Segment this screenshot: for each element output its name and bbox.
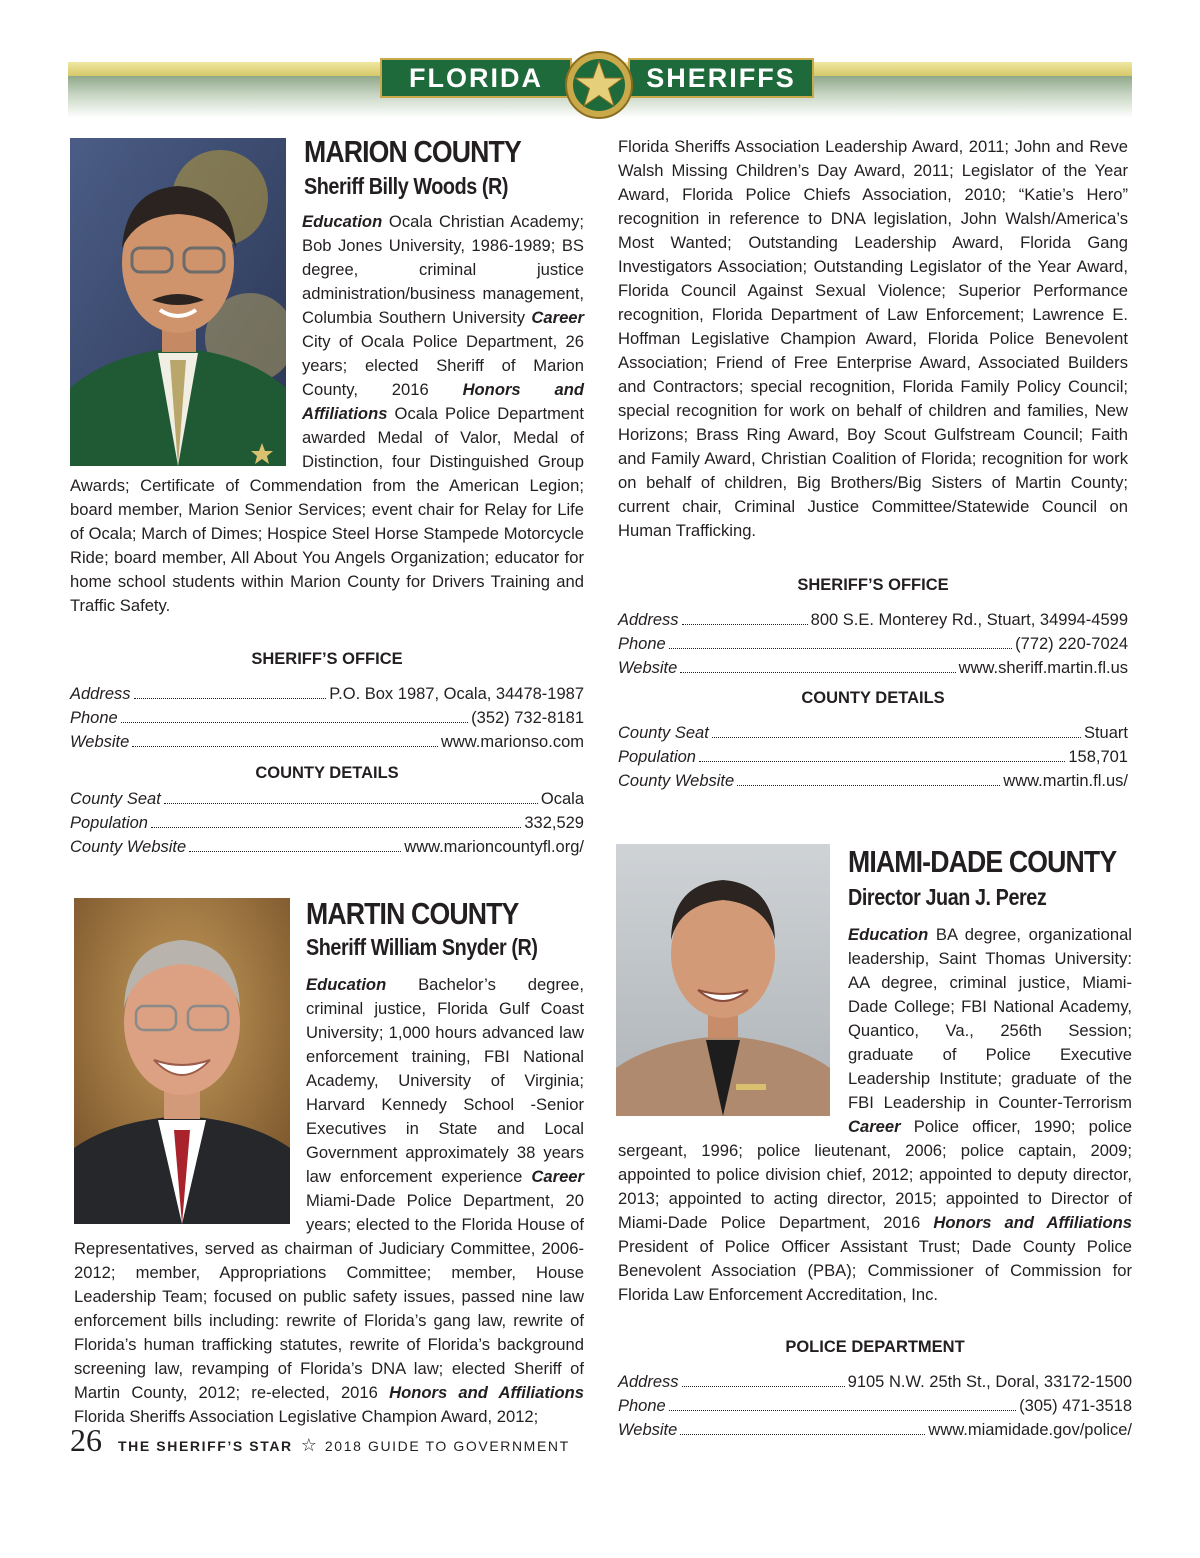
bio-keyword: Education bbox=[306, 975, 387, 994]
dot-leader bbox=[682, 624, 808, 625]
dot-leader bbox=[189, 851, 401, 852]
detail-label: County Website bbox=[618, 772, 735, 790]
marion-bio bbox=[70, 210, 584, 618]
photo-wrap-spacer bbox=[74, 973, 306, 1235]
dot-leader bbox=[134, 698, 327, 699]
detail-row bbox=[70, 730, 584, 754]
detail-value: 9105 N.W. 25th St., Doral, 33172-1500 bbox=[847, 1373, 1132, 1391]
dot-leader bbox=[121, 722, 468, 723]
marion-sheriff-name: Sheriff Billy Woods (R) bbox=[304, 173, 509, 199]
dot-leader bbox=[669, 648, 1012, 649]
detail-row bbox=[618, 632, 1128, 656]
bio-keyword: Honors and Affiliations bbox=[389, 1383, 584, 1402]
dot-leader bbox=[151, 827, 521, 828]
detail-value: P.O. Box 1987, Ocala, 34478-1987 bbox=[329, 685, 584, 703]
detail-row bbox=[618, 721, 1128, 745]
detail-value: 800 S.E. Monterey Rd., Stuart, 34994-4599 bbox=[810, 611, 1128, 629]
detail-row bbox=[618, 745, 1128, 769]
miami-county-title: MIAMI-DADE COUNTY bbox=[848, 844, 1117, 879]
detail-label: Website bbox=[618, 1421, 678, 1439]
detail-label: Website bbox=[618, 659, 678, 677]
detail-value: Ocala bbox=[540, 790, 584, 808]
bio-keyword: Education bbox=[848, 925, 929, 944]
detail-label: County Website bbox=[70, 838, 187, 856]
detail-label: County Seat bbox=[618, 724, 709, 742]
detail-row bbox=[618, 769, 1128, 793]
martin-office-list bbox=[618, 608, 1128, 680]
detail-label: Phone bbox=[618, 635, 666, 653]
header-banner bbox=[68, 58, 1132, 122]
martin-county-title: MARTIN COUNTY bbox=[306, 896, 519, 931]
martin-details-list bbox=[618, 721, 1128, 793]
gold-star-badge-icon bbox=[564, 50, 634, 120]
dot-leader bbox=[699, 761, 1065, 762]
detail-value: (305) 471-3518 bbox=[1019, 1397, 1132, 1415]
detail-value: www.martin.fl.us/ bbox=[1003, 772, 1128, 790]
miami-office-heading: POLICE DEPARTMENT bbox=[785, 1338, 965, 1356]
dot-leader bbox=[682, 1386, 845, 1387]
detail-row bbox=[618, 608, 1128, 632]
bio-text: BA degree, organizational leadership, Saint Thomas University: AA degree, criminal justice, Miami-Dade College; FBI National Academy, Quantico, Va., 256th Session; graduate of Police Executive Leadership Institute; graduate of the FBI Leadership in Counter-Terrorism bbox=[848, 925, 1132, 1112]
detail-row bbox=[70, 787, 584, 811]
bio-text: Florida Sheriffs Association Legislative Champion Award, 2012; bbox=[74, 1407, 539, 1426]
marion-details-list bbox=[70, 787, 584, 859]
detail-value: www.sheriff.martin.fl.us bbox=[958, 659, 1128, 677]
detail-row bbox=[618, 656, 1128, 680]
publication-name: THE SHERIFF’S STAR bbox=[118, 1438, 293, 1454]
dot-leader bbox=[737, 785, 1000, 786]
detail-row bbox=[70, 682, 584, 706]
detail-row bbox=[618, 1418, 1132, 1442]
martin-details-heading: COUNTY DETAILS bbox=[801, 689, 945, 707]
bio-keyword: Honors and Affiliations bbox=[302, 380, 584, 423]
detail-row bbox=[618, 1370, 1132, 1394]
detail-label: Phone bbox=[618, 1397, 666, 1415]
detail-value: www.miamidade.gov/police/ bbox=[928, 1421, 1132, 1439]
bio-text: President of Police Officer Assistant Trust; Dade County Police Benevolent Association (PBA); Commissioner of Commission for Florida Law Enforcement Accreditation, Inc. bbox=[618, 1237, 1132, 1304]
bio-text: Ocala Police Department awarded Medal of Valor, Medal of Distinction, four Distinguished Group Awards; Certificate of Commendation from the American Legion; board member, Marion Senior Services; event chair for Relay for Life of Ocala; March of Dimes; Hospice Steel Horse Stampede Motorcycle Ride; board member, All About You Angels Organization; educator for home school students within Marion County for Drivers Training and Traffic Safety. bbox=[70, 404, 584, 615]
detail-label: Website bbox=[70, 733, 130, 751]
bio-keyword: Education bbox=[302, 212, 383, 231]
dot-leader bbox=[680, 1434, 925, 1435]
detail-value: Stuart bbox=[1083, 724, 1128, 742]
detail-value: 158,701 bbox=[1068, 748, 1128, 766]
detail-row bbox=[70, 706, 584, 730]
edition-name: 2018 GUIDE TO GOVERNMENT bbox=[324, 1438, 570, 1454]
page-footer bbox=[70, 1422, 570, 1459]
photo-wrap-spacer bbox=[618, 923, 848, 1139]
detail-label: Phone bbox=[70, 709, 118, 727]
martin-sheriff-name: Sheriff William Snyder (R) bbox=[306, 934, 538, 960]
photo-wrap-spacer bbox=[70, 210, 302, 474]
bio-keyword: Career bbox=[848, 1117, 901, 1136]
detail-row bbox=[70, 835, 584, 859]
dot-leader bbox=[132, 746, 438, 747]
dot-leader bbox=[712, 737, 1081, 738]
marion-details-heading: COUNTY DETAILS bbox=[255, 764, 399, 782]
detail-value: (352) 732-8181 bbox=[471, 709, 584, 727]
banner-left-word: FLORIDA bbox=[380, 58, 572, 98]
detail-label: Address bbox=[618, 611, 679, 629]
detail-value: (772) 220-7024 bbox=[1015, 635, 1128, 653]
bio-text: Police officer, 1990; police sergeant, 1996; police lieutenant, 2006; police captain, 2009; appointed to police division chief, 2012; appointed to deputy director, 2013; appointed to acting director, 2015; appointed to Director of Miami-Dade Police Department, 2016 bbox=[618, 1117, 1132, 1232]
martin-bio bbox=[74, 973, 584, 1429]
martin-office-heading: SHERIFF’S OFFICE bbox=[797, 576, 949, 594]
detail-value: www.marioncountyfl.org/ bbox=[404, 838, 584, 856]
bio-keyword: Honors and Affiliations bbox=[933, 1213, 1132, 1232]
detail-label: Population bbox=[618, 748, 696, 766]
detail-label: Population bbox=[70, 814, 148, 832]
dot-leader bbox=[680, 672, 955, 673]
detail-label: Address bbox=[70, 685, 131, 703]
marion-office-heading: SHERIFF’S OFFICE bbox=[251, 650, 403, 668]
detail-value: www.marionso.com bbox=[440, 733, 584, 751]
bio-keyword: Career bbox=[531, 1167, 584, 1186]
star-icon: ☆ bbox=[300, 1435, 317, 1455]
bio-text: Bachelor’s degree, criminal justice, Florida Gulf Coast University; 1,000 hours advanced law enforcement training, FBI National Academy, University of Virginia; Harvard Kennedy School -Senior Executives in State and Local Government approximately 38 years law enforcement experience bbox=[306, 975, 584, 1186]
bio-text: Miami-Dade Police Department, 20 years; elected to the Florida House of Representatives, served as chairman of Judiciary Committee, 2006-2012; member, Appropriations Committee; member, House Leadership Team; focused on public safety issues, passed nine law enforcement bills including: rewrite of Florida’s gang law, rewrite of Florida’s human trafficking statutes, rewrite of Florida’s background screening law, revamping of Florida’s DNA law; elected Sheriff of Martin County, 2012; re-elected, 2016 bbox=[74, 1191, 584, 1402]
miami-office-list bbox=[618, 1370, 1132, 1442]
martin-bio-continued: Florida Sheriffs Association Leadership Award, 2011; John and Reve Walsh Missing Children’s Day Award, 2011; Legislator of the Year Award, Florida Police Chiefs Association, 2010; “Katie’s Hero” recognition in reference to DNA legislation, John Walsh/America’s Most Wanted; Outstanding Leadership Award, Florida Gang Investigators Association; Outstanding Legislator of the Year Award, Florida Council Against Sexual Violence; Superior Performance recognition, Florida Department of Law Enforcement; Lawrence E. Hoffman Legislative Champion Award, Florida Police Benevolent Association; Friend of Free Enterprise Award, Associated Builders and Contractors; special recognition, Florida Family Policy Council; special recognition for work on behalf of children and families, New Horizons; Brass Ring Award, Boy Scout Gulfstream Council; Faith and Family Award, Christian Coalition of Florida; recognition for work on behalf of children, Big Brothers/Big Sisters of Martin County; current chair, Criminal Justice Committee/Statewide Council on Human Trafficking. bbox=[618, 137, 1128, 540]
dot-leader bbox=[164, 803, 538, 804]
miami-bio bbox=[618, 923, 1132, 1307]
marion-office-list bbox=[70, 682, 584, 754]
miami-director-name: Director Juan J. Perez bbox=[848, 884, 1047, 910]
bio-text: City of Ocala Police Department, 26 years; elected Sheriff of Marion County, 2016 bbox=[302, 332, 584, 399]
dot-leader bbox=[669, 1410, 1016, 1411]
bio-keyword: Career bbox=[531, 308, 584, 327]
detail-label: County Seat bbox=[70, 790, 161, 808]
detail-row bbox=[70, 811, 584, 835]
detail-label: Address bbox=[618, 1373, 679, 1391]
bio-text: Ocala Christian Academy; Bob Jones University, 1986-1989; BS degree, criminal justice administration/business management, Columbia Southern University bbox=[302, 212, 584, 327]
page-number: 26 bbox=[70, 1422, 102, 1458]
marion-county-title: MARION COUNTY bbox=[304, 134, 521, 169]
detail-row bbox=[618, 1394, 1132, 1418]
detail-value: 332,529 bbox=[524, 814, 584, 832]
banner-right-word: SHERIFFS bbox=[628, 58, 814, 98]
